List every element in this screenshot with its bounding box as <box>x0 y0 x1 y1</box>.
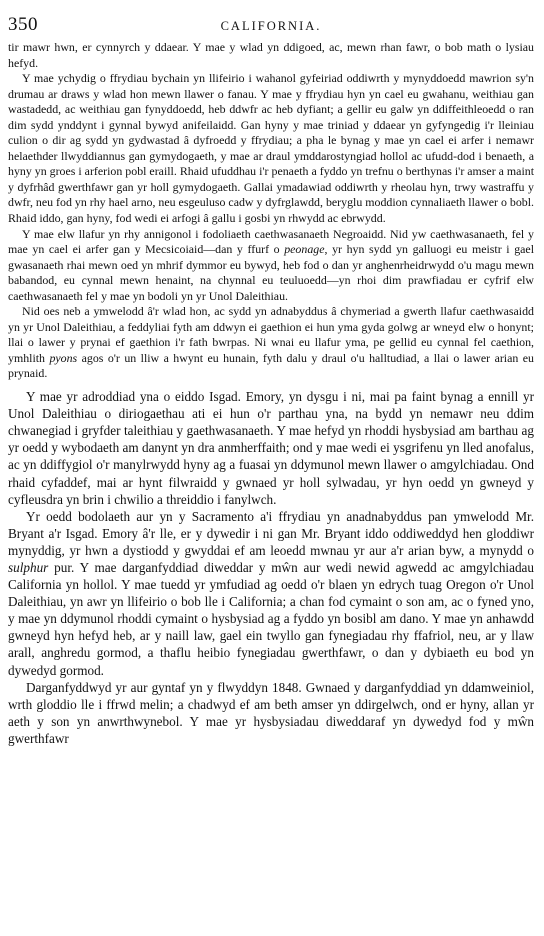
body-paragraph-2-end: pur. Y mae darganfyddiad diweddar y mŵn aur wedi newid agwedd ac amgylchiadau California yn hollol. Y mae tuedd yr ymfudiad ag oedd o'r blaen yn edrych tuag Oregon o'r Unol Daleithiau, yn awr yn llifeirio o bob lle i California; a chan fod cymaint o son am, ac o fyned yno, y mae yn ddymunol rhoddi cymaint o hysbysiad ag a fyddo yn bosibl am dano. Y mae yn anhawdd gwneyd hyn hefyd heb, ar y naill law, gael ein twyllo gan fynegiadau rhy ffafriol, neu, ar y llaw arall, anghredu gormod, a thaflu heibio fynegiadau gwerthfawr, o dan y dybiaeth eu bod yn dywedyd gormod. <box>8 559 534 678</box>
body-text <box>8 388 534 747</box>
running-head <box>8 14 534 40</box>
pyons-term: pyons <box>49 350 78 365</box>
body-paragraph-2 <box>8 508 534 679</box>
body-paragraph-3: Darganfyddwyd yr aur gyntaf yn y flwyddyn 1848. Gwnaed y darganfyddiad yn ddamweiniol, wrth gloddio lle i ffrwd melin; a chadwyd ef am beth amser yn ddirgelwch, ond er hyny, allan yr aeth y son yn anwrthwynebol. Y mae yr hysbysiadau diweddaraf yn dywedyd fod y mŵn gwerthfawr <box>8 679 534 746</box>
quote-paragraph-4-end: agos o'r un lliw a hwynt eu hunain, fyth dalu y draul o'u halltudiad, a llai o lawer arian eu prynaid. <box>8 350 534 381</box>
quote-paragraph-3 <box>8 227 534 305</box>
quote-paragraph-3-start: Y mae elw llafur yn rhy annigonol i fodoliaeth caethwasanaeth Negroaidd. Nid yw caethwasanaeth, fel y mae yn cael ei arfer gan y Mecsicoiaid—dan y ffurf o <box>8 226 534 257</box>
running-title: CALIFORNIA. <box>220 19 322 33</box>
page-number: 350 <box>8 14 38 35</box>
quote-paragraph-4 <box>8 304 534 382</box>
sulphur-term: sulphur <box>8 559 49 575</box>
body-paragraph-1: Y mae yr adroddiad yna o eiddo Isgad. Emory, yn dysgu i ni, mai pa faint bynag a ennill yr Unol Daleithiau o diriogaethau ati ei hun o'r parthau yna, na bydd yn nemawr neu ddim chwanegiad i gryfder taleithiau y gaethwasanaeth. Y mae hefyd yn rhoddi hysbysiad am barthau ag yr oedd y wybodaeth am danynt yn dra anmherffaith; ond y mae wedi ei ysgrifenu yn lled anofalus, ac yn ddiffygiol o'r manylrwydd hyny ag a fuasai yn ddymunol mewn llawer o amgylchiadau. Ond rhaid cyfaddef, mai ar hynt filwraidd y gwnaed yr holl sylwadau, yr hyn oedd yn gwneyd y cyfleusdra yn brin i chwilio a threiddio i fanylwch. <box>8 389 534 507</box>
peonage-term: peonage <box>284 242 325 257</box>
quote-paragraph-1: tir mawr hwn, er cynnyrch y ddaear. Y mae y wlad yn ddigoed, ac, mewn rhan fawr, o bob math o lysiau hefyd. <box>8 40 534 70</box>
body-paragraph-2-start: Yr oedd bodolaeth aur yn y Sacramento a'i ffrydiau yn anadnabyddus pan ymwelodd Mr. Bryant a'r Isgad. Emory â'r lle, er y dywedir i ni gan Mr. Bryant iddo oddiweddyd hen gloddiwr mynyddig, yr hwn a dystiodd y gwyddai ef am leoedd mwnau yr aur a'r arian byw, a mynydd o <box>8 508 534 558</box>
quote-paragraph-3-end: , yr hyn sydd yn galluogi eu meistr i gael gwasanaeth rhai mewn oed yn mhrif dymmor eu bywyd, heb fod o dan yr anghenrheidrwydd o'u magu mewn babandod, eu cynnal mewn henaint, na chynnal eu teuluoedd—yn rhoi dim prawfiadau er cyfrif elw caethwasanaeth fel y mae yn bodoli yn yr Unol Daleithiau. <box>8 242 534 303</box>
quote-paragraph-2: Y mae ychydig o ffrydiau bychain yn llifeirio i wahanol gyfeiriad oddiwrth y mynyddoedd mawrion sy'n drumau ar draws y wlad hon mewn llawer o fanau. Y mae y ffrydiau hyn yn cael eu gwahanu, weithiau gan wastadedd, ac weithiau gan fynyddoedd, heb ddwfr ac heb dyfiant; a gellir eu galw yn ddiffeithleoedd o ran dim sydd ynddynt i gynnal bywyd anifeilaidd. Gan hyny y mae triniad y ddaear yn gyfyngedig i'r lleiniau culion o dir ag sydd yn gydwastad â dyfroedd y ffrydiau; a pha le bynag y mae yn cael ei arfer i nemawr helaethder llwyddiannus gan gymydogaeth, y mae ar draul ymddarostyngiad hollol ac ufudd-dod i benaeth, a hyny yn groes i arferion pobl eraill. Rhaid ufuddhau i'r penaeth a fyddo yn trefnu o berthynas i'r amser a maint y dyfrhâd gwerthfawr gan yr holl gymydogaeth. Gallai ymadawiad oddiwrth y rheolau hyn, trwy wastraffu y dwfr, neu fod yn rhy hael arno, neu esgeuluso cadw y dyfrglawdd, beryglu moddion cynnaliaeth llawer o bobl. Rhaid iddo, gan hyny, fod wedi ei arfogi â gallu i gosbi yn rhwydd ac ebrwydd. <box>8 71 534 226</box>
quoted-passage <box>8 40 534 382</box>
quote-paragraph-4-start: Nid oes neb a ymwelodd â'r wlad hon, ac sydd yn adnabyddus â chymeriad a gwerth llafur caethwasaidd yn yr Unol Daleithiau, a feddyliai fyth am ddwyn ei gaethion ei hun yma gyda golwg ar wneyd elw o honynt; llai o lawer y prynai ef gaethion i'r fath bwrpas. Ni wnai eu llafur yma, pe gellid eu cynnal fel caethion, ymhlith <box>8 304 534 365</box>
